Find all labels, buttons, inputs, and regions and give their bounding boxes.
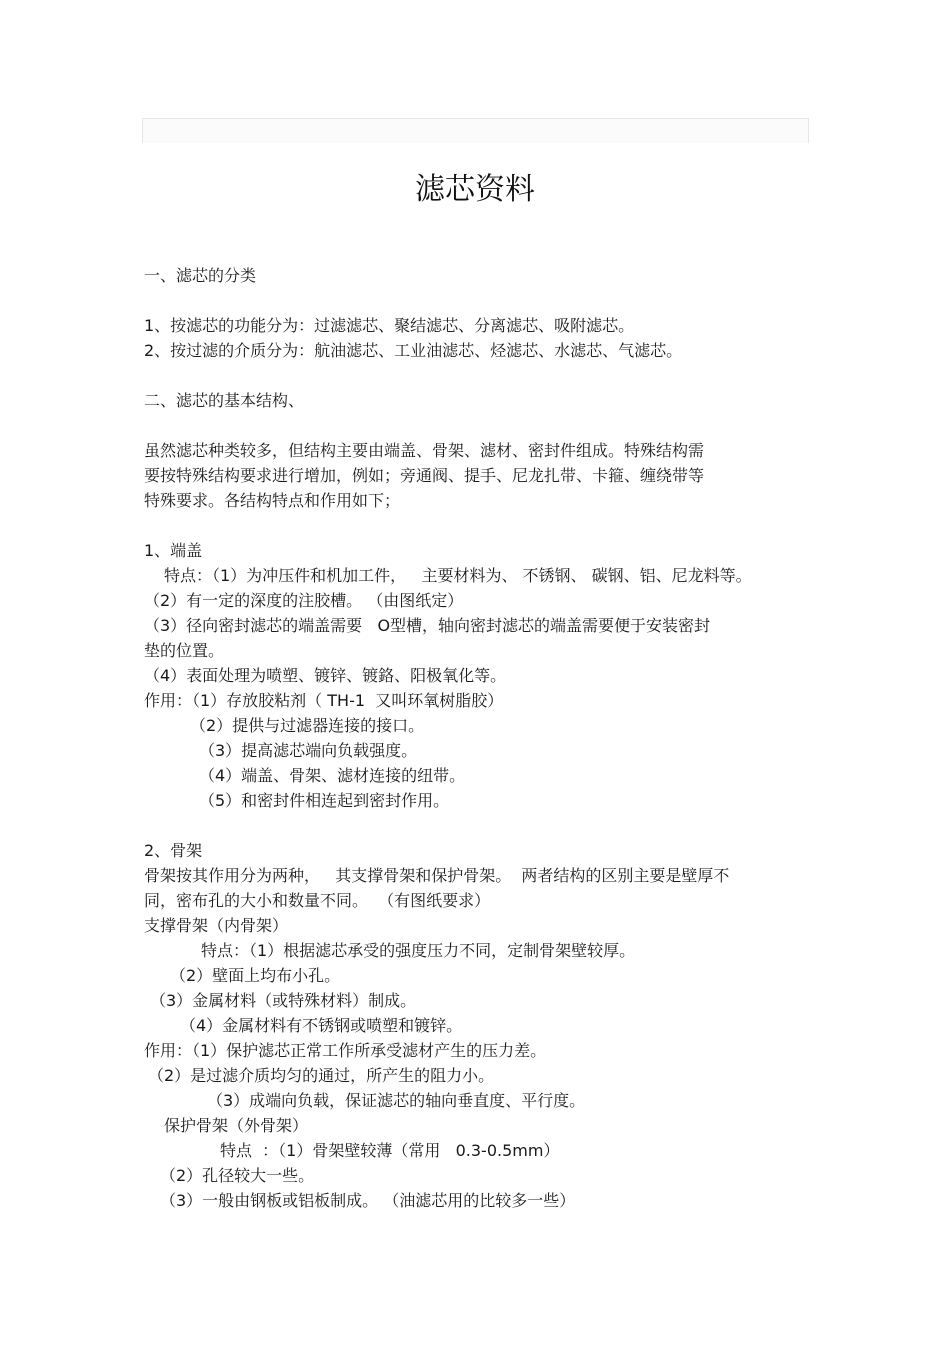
- paragraph-line: 特点：（1）根据滤芯承受的强度压力不同，定制骨架壁较厚。: [201, 941, 636, 960]
- paragraph-line: 保护骨架（外骨架）: [164, 1116, 309, 1135]
- paragraph-line: 虽然滤芯种类较多，但结构主要由端盖、骨架、滤材、密封件组成。特殊结构需: [144, 441, 705, 460]
- paragraph-line: （2）提供与过滤器连接的接口。: [190, 716, 425, 735]
- paragraph-line: （3）成端向负载，保证滤芯的轴向垂直度、平行度。: [207, 1091, 586, 1110]
- section-heading-1: 一、滤芯的分类: [144, 266, 257, 285]
- paragraph-line: （4）表面处理为喷塑、镀锌、镀鉻、阳极氧化等。: [144, 666, 507, 685]
- paragraph-line: （5）和密封件相连起到密封作用。: [199, 791, 450, 810]
- paragraph-line: 同，密布孔的大小和数量不同。 （有图纸要求）: [144, 891, 491, 910]
- subsection-heading: 2、骨架: [144, 841, 203, 860]
- paragraph-line: （2）是过滤介质均匀的通过，所产生的阻力小。: [148, 1066, 495, 1085]
- paragraph-line: 特殊要求。各结构特点和作用如下；: [144, 491, 401, 510]
- subsection-heading: 1、端盖: [144, 541, 203, 560]
- paragraph-line: 特点：（1）为冲压件和机加工件， 主要材料为、 不锈钢、 碳钢、铝、尼龙料等。: [164, 566, 752, 585]
- paragraph-line: （2）壁面上均布小孔。: [170, 966, 341, 985]
- paragraph-line: 骨架按其作用分为两种， 其支撑骨架和保护骨架。 两者结构的区别主要是壁厚不: [144, 866, 730, 885]
- paragraph-line: （3）径向密封滤芯的端盖需要 O型槽，轴向密封滤芯的端盖需要便于安装密封: [144, 616, 711, 635]
- paragraph-line: （2）孔径较大一些。: [160, 1166, 315, 1185]
- paragraph-line: （4）端盖、骨架、滤材连接的纽带。: [199, 766, 466, 785]
- paragraph-line: 支撑骨架（内骨架）: [144, 916, 289, 935]
- paragraph-line: （3）金属材料（或特殊材料）制成。: [150, 991, 417, 1010]
- paragraph-line: （3）一般由钢板或铝板制成。 （油滤芯用的比较多一些）: [160, 1191, 576, 1210]
- paragraph-line: （4）金属材料有不锈钢或喷塑和镀锌。: [180, 1016, 463, 1035]
- paragraph-line: 1、按滤芯的功能分为：过滤滤芯、聚结滤芯、分离滤芯、吸附滤芯。: [144, 316, 635, 335]
- page-header-band: [142, 118, 809, 143]
- paragraph-line: （3）提高滤芯端向负载强度。: [199, 741, 418, 760]
- paragraph-line: 作用：（1）保护滤芯正常工作所承受滤材产生的压力差。: [144, 1041, 547, 1060]
- paragraph-line: 特点 ：（1）骨架壁较薄（常用 0.3-0.5mm）: [220, 1141, 560, 1160]
- section-heading-2: 二、滤芯的基本结构、: [144, 391, 305, 410]
- paragraph-line: 垫的位置。: [144, 641, 225, 660]
- document-title: 滤芯资料: [415, 172, 535, 207]
- paragraph-line: 2、按过滤的介质分为：航油滤芯、工业油滤芯、烃滤芯、水滤芯、气滤芯。: [144, 341, 683, 360]
- paragraph-line: （2）有一定的深度的注胶槽。 （由图纸定）: [144, 591, 464, 610]
- paragraph-line: 作用：（1）存放胶粘剂（ TH-1 又叫环氧树脂胶）: [144, 691, 504, 710]
- paragraph-line: 要按特殊结构要求进行增加，例如；旁通阀、提手、尼龙扎带、卡箍、缠绕带等: [144, 466, 705, 485]
